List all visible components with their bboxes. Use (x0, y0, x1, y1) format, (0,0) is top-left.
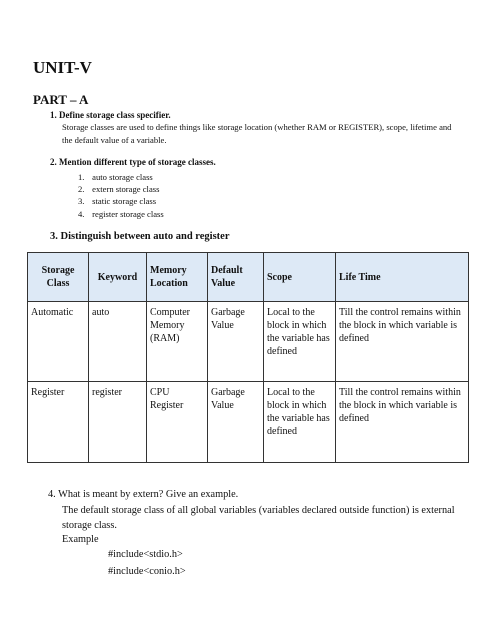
table-cell: Till the control remains within the block in which variable is defined (336, 302, 469, 382)
code-line: #include<stdio.h> (108, 549, 183, 560)
table-cell: Register (28, 382, 89, 463)
question-4-title: 4. What is meant by extern? Give an example. (48, 489, 239, 500)
list-item: 4. register storage class (78, 208, 164, 219)
header-storage-class: Storage Class (28, 253, 89, 302)
list-item: 1. auto storage class (78, 172, 153, 182)
table-cell: Garbage Value (208, 382, 264, 463)
table-cell: auto (89, 302, 147, 382)
code-line: #include<conio.h> (108, 566, 186, 577)
table-cell: Local to the block in which the variable has defined (264, 302, 336, 382)
table-header-row (28, 253, 469, 302)
list-item: 2. extern storage class (78, 184, 160, 195)
unit-title: UNIT-V (33, 58, 92, 77)
table-row (28, 302, 469, 382)
question-1-answer: Storage classes are used to define things like storage location (whether RAM or REGISTER), scope, lifetime and the default value of a variable. (62, 122, 452, 145)
header-life-time: Life Time (336, 253, 469, 302)
header-keyword: Keyword (89, 253, 147, 302)
table-cell: CPU Register (147, 382, 208, 463)
table-cell: Automatic (28, 302, 89, 382)
storage-class-list (78, 171, 164, 220)
list-item: 3. static storage class (78, 196, 157, 207)
header-memory-location: Memory Location (147, 253, 208, 302)
table-cell: Till the control remains within the block in which variable is defined (336, 382, 469, 463)
example-label: Example (62, 534, 99, 545)
table-cell: Computer Memory (RAM) (147, 302, 208, 382)
header-scope: Scope (264, 253, 336, 302)
question-2-title: 2. Mention different type of storage classes. (50, 157, 216, 167)
header-default-value: Default Value (208, 253, 264, 302)
question-3-title: 3. Distinguish between auto and register (50, 231, 230, 242)
table-cell: register (89, 382, 147, 463)
auto-vs-register-table (27, 252, 469, 463)
table-cell: Local to the block in which the variable has defined (264, 382, 336, 463)
table-row (28, 382, 469, 463)
question-1-title: 1. Define storage class specifier. (50, 110, 171, 120)
question-4-answer: The default storage class of all global variables (variables declared outside function) is external storage class. (62, 505, 455, 531)
part-title: PART – A (33, 92, 89, 107)
table-cell: Garbage Value (208, 302, 264, 382)
